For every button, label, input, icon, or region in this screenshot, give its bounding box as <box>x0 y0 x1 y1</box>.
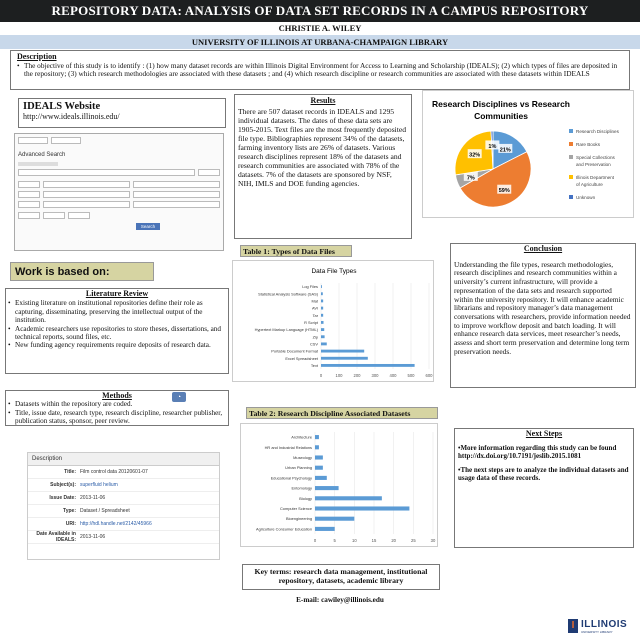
advanced-search-title: Advanced Search <box>18 152 66 158</box>
work-based-on-label: Work is based on: <box>10 262 154 281</box>
next-steps-section <box>454 428 634 548</box>
category-label: Mat <box>311 298 318 304</box>
record-row: Title: Film control data 20120601-07 <box>28 466 219 479</box>
legend-swatch <box>569 155 573 159</box>
poster-title: REPOSITORY DATA: ANALYSIS OF DATA SET RECORDS IN A CAMPUS REPOSITORY <box>0 0 640 22</box>
next-steps-item: •More information regarding this study can be found http://dx.doi.org/10.7191/jeslib.2015.1081 <box>458 444 617 461</box>
tick-label: 400 <box>389 373 397 378</box>
record-row: Subject(s): superfluid helium <box>28 479 219 492</box>
record-row: URI: http://hdl.handle.net/2142/45966 <box>28 518 219 531</box>
pie-chart <box>422 90 634 218</box>
results-section <box>234 94 412 239</box>
bar <box>321 292 323 295</box>
chart-title: Research Disciplines vs Research <box>432 99 570 109</box>
bar <box>321 299 323 302</box>
conclusion-text: Understanding the file types, research methodologies, research disciplines and research communities within a university’s current infrastructure, will provide a representation of the data sets and research supported within the university repository. It will enhance academic librarians and repository manager’s data management conversations with researchers, provide information needed to improve workflow deposit and batch loading. It will enhance research data services, meet researcher’s needs, assess and short term preservation and determine long term preservation needs. <box>454 259 631 356</box>
record-heading: Description <box>28 453 219 466</box>
tick-label: 10 <box>351 538 357 543</box>
logo-name: ILLINOIS <box>581 619 628 630</box>
record-row: Type: Dataset / Spreadsheet <box>28 505 219 518</box>
tick-label: 5 <box>333 538 336 543</box>
search-button[interactable]: Search <box>136 223 160 230</box>
methods-section <box>5 390 229 426</box>
category-label: Portable Document Format <box>271 348 318 354</box>
legend-entry: of Agriculture <box>576 182 603 187</box>
category-label: HR and Industrial Relations <box>264 444 312 450</box>
tick-label: 600 <box>425 373 433 378</box>
affiliation: UNIVERSITY OF ILLINOIS AT URBANA-CHAMPAIGN LIBRARY <box>0 35 640 49</box>
bar <box>321 364 415 367</box>
bar <box>321 357 368 360</box>
legend-entry: and Preservation <box>576 162 611 167</box>
category-label: Statistical Analysis Software (SAS) <box>258 291 318 297</box>
pie-chart-svg <box>423 91 635 219</box>
bar <box>321 314 323 317</box>
key-terms: Key terms: research data management, institutional repository, datasets, academic library <box>242 564 440 590</box>
bar <box>321 335 325 338</box>
category-label: Excel Spreadsheet <box>285 355 318 361</box>
legend-swatch <box>569 195 573 199</box>
category-label: CSV <box>310 341 318 347</box>
illinois-logo <box>568 618 638 636</box>
table1-label: Table 1: Types of Data Files <box>240 245 352 257</box>
literature-item: • Academic researchers use repositories to store theses, dissertations, and technical reports, sound files, etc. <box>8 325 226 342</box>
record-screenshot <box>27 452 220 560</box>
bar <box>321 307 323 310</box>
category-label: Computer Science <box>279 506 312 511</box>
logo-sub: UNIVERSITY LIBRARY <box>581 630 613 634</box>
legend-entry: Research Disciplines <box>576 129 619 134</box>
bar <box>315 476 327 480</box>
tick-label: 0 <box>319 373 323 378</box>
tick-label: 200 <box>353 373 361 378</box>
conclusion-section <box>450 243 636 388</box>
pie-data-label: 32% <box>469 152 481 159</box>
tick-label: 100 <box>335 373 343 378</box>
bar <box>315 455 323 459</box>
tick-label: 20 <box>391 538 397 543</box>
bar <box>315 517 354 521</box>
file-types-chart-svg <box>233 261 435 383</box>
category-label: Text <box>310 362 318 368</box>
description-section <box>10 50 630 90</box>
category-label: Tar <box>312 312 318 318</box>
chart-title: Communities <box>474 111 528 121</box>
pie-data-label: 7% <box>466 175 475 182</box>
bar <box>315 435 319 439</box>
results-text: There are 507 dataset records in IDEALS and 1295 individual datasets. The dates of these data sets are 1905-2015. Text files are the most frequently deposited file type. Bibliographies represent 34% of the datasets, farming inventory lists are 26% of datasets. Various research disciplines represent 18% of the datasets and research communities are associated with 78% of the datasets. 7% of the datasets are sponsored by NSF, NIH, IMLS and DOE funding agencies. <box>238 107 407 188</box>
discipline-chart-svg <box>241 424 439 548</box>
category-label: Educational Psychology <box>270 475 312 481</box>
tick-label: 300 <box>371 373 379 378</box>
legend-entry: Special Collections <box>576 155 615 160</box>
legend-entry: Rare Books <box>576 142 601 147</box>
author-name: CHRISTIE A. WILEY <box>278 23 362 33</box>
category-label: Hypertext Markup Language (HTML) <box>254 327 318 333</box>
contact-email[interactable]: E-mail: cawiley@illinois.edu <box>296 596 384 604</box>
chart-title: Data File Types <box>311 268 357 275</box>
legend-entry: Illinois Department <box>576 175 615 180</box>
legend-swatch <box>569 129 573 133</box>
literature-heading: Literature Review <box>85 289 149 298</box>
bar <box>321 321 324 324</box>
bar <box>321 328 324 331</box>
bar <box>321 285 322 288</box>
table2-label: Table 2: Research Discipline Associated Datasets <box>246 407 438 419</box>
category-label: Bioengineering <box>286 516 312 522</box>
category-label: Entomology <box>291 485 312 491</box>
bar <box>321 342 327 345</box>
ideals-website-box <box>18 98 226 128</box>
legend-swatch <box>569 175 573 179</box>
literature-item: • New funding agency requirements require deposits of research data. <box>8 341 226 349</box>
next-steps-heading: Next Steps <box>525 429 563 438</box>
record-row: Issue Date: 2013-11-06 <box>28 492 219 505</box>
bar <box>315 506 409 510</box>
category-label: R Script <box>304 319 318 325</box>
category-label: Museology <box>293 455 312 460</box>
tick-label: 500 <box>407 373 415 378</box>
bar <box>321 350 364 353</box>
literature-review-section <box>5 288 229 374</box>
methods-item: • Title, issue date, research type, research discipline, researcher publisher, publication status, sponsor, peer review. <box>8 409 226 426</box>
tick-label: 0 <box>313 538 317 543</box>
category-label: Zip <box>312 334 318 340</box>
pie-data-label: 21% <box>499 147 511 154</box>
methods-heading: Methods <box>102 391 132 400</box>
category-label: Agriculture Consumer Education <box>255 526 312 532</box>
results-heading: Results <box>310 96 336 105</box>
bar <box>315 496 382 500</box>
record-row: Date Available in IDEALS: 2013-11-06 <box>28 531 219 544</box>
legend-swatch <box>569 142 573 146</box>
category-label: Log Files <box>302 284 318 290</box>
methods-icon: ◔ <box>172 392 186 402</box>
legend-entry: Unknown <box>576 195 596 200</box>
category-label: Architecture <box>291 434 312 440</box>
pie-data-label: 1% <box>488 143 497 150</box>
category-label: Biology <box>299 495 312 501</box>
bar <box>315 466 323 470</box>
next-steps-item: •The next steps are to analyze the individual datasets and usage data of these records. <box>458 465 629 482</box>
ideals-heading: IDEALS Website <box>23 101 101 112</box>
tick-label: 15 <box>371 538 377 543</box>
bar <box>315 527 335 531</box>
bar <box>315 445 319 449</box>
discipline-chart <box>240 423 438 547</box>
ideals-url[interactable]: http://www.ideals.illinois.edu/ <box>23 112 120 121</box>
conclusion-heading: Conclusion <box>523 244 563 253</box>
category-label: AVI <box>312 305 318 311</box>
tick-label: 25 <box>410 538 416 543</box>
category-label: Urban Planning <box>285 465 312 471</box>
methods-item: • Datasets within the repository are coded. <box>8 400 226 408</box>
literature-item: • Existing literature on institutional repositories define their role as capturing, disseminating, preserving the intellectual output of the institution. <box>8 299 226 324</box>
advanced-search-screenshot <box>14 133 224 251</box>
tick-label: 30 <box>430 538 436 543</box>
illinois-i-icon: I <box>568 619 578 633</box>
file-types-chart <box>232 260 434 382</box>
bar <box>315 486 339 490</box>
description-heading: Description <box>17 52 57 61</box>
description-text: • The objective of this study is to identify : (1) how many dataset records are within Illinois Digital Environment for Access to Learning and Scholarship (IDEALS); (2) which types of files are deposited in the repository; (3) which research methodologies are associated with these datasets ; and (4) which research discipline or research communities are associated with these datasets within IDEALS <box>17 62 623 78</box>
pie-data-label: 59% <box>498 188 510 195</box>
